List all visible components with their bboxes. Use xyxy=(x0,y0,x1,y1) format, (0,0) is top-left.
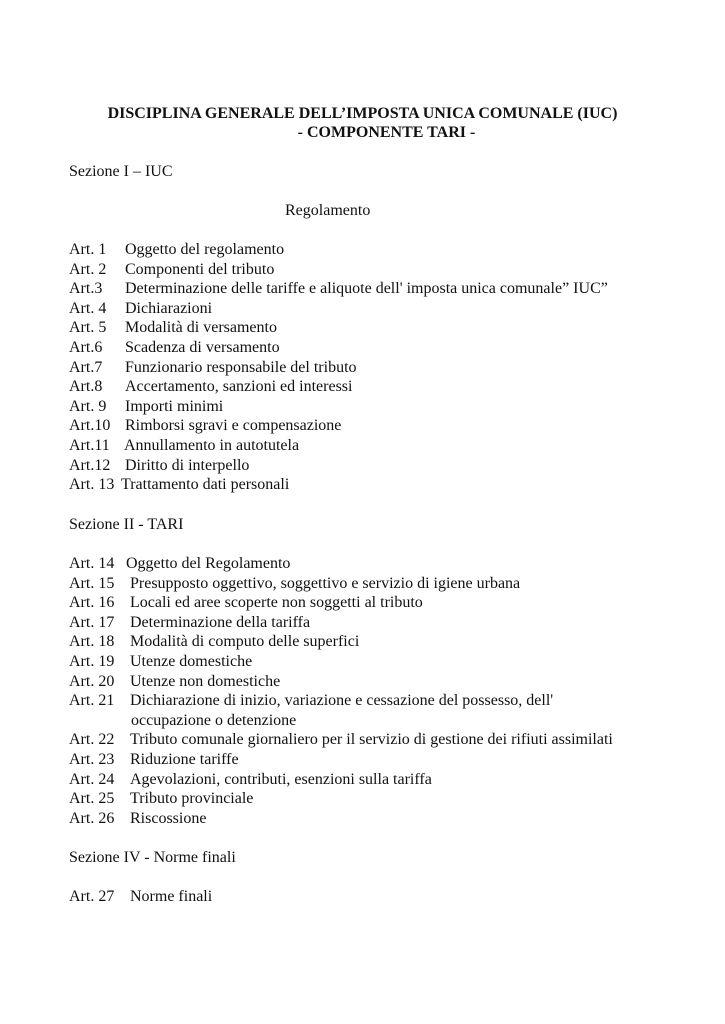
article-title: Modalità di computo delle superfici xyxy=(130,633,360,651)
article-number: Art.3 xyxy=(69,280,103,298)
article-number: Art. 16 xyxy=(69,594,115,612)
article-number: Art. 24 xyxy=(69,770,115,788)
article-number: Art. 20 xyxy=(69,672,115,690)
article-number: Art. 15 xyxy=(69,574,115,592)
article-title: Presupposto oggettivo, soggettivo e servizio di igiene urbana xyxy=(130,574,521,592)
document-subtitle: - COMPONENTE TARI - xyxy=(297,124,476,141)
section-heading-norme-finali: Sezione IV - Norme finali xyxy=(69,849,236,866)
article-title: Oggetto del regolamento xyxy=(125,241,285,258)
article-number: Art. 17 xyxy=(69,613,115,631)
article-title: Tributo provinciale xyxy=(130,790,254,808)
article-title: Utenze non domestiche xyxy=(130,672,281,690)
article-number: Art. 26 xyxy=(69,809,115,827)
article-title: Annullamento in autotutela xyxy=(124,436,300,454)
article-number: Art. 14 xyxy=(69,555,115,572)
article-title: Dichiarazioni xyxy=(125,299,213,317)
article-number: Art.12 xyxy=(69,456,111,474)
article-title: Utenze domestiche xyxy=(130,652,253,670)
article-title: Tributo comunale giornaliero per il servizio di gestione dei rifiuti assimilati xyxy=(130,731,613,749)
article-number: Art. 4 xyxy=(69,299,107,317)
article-number: Art.6 xyxy=(69,338,103,356)
article-number: Art.10 xyxy=(69,417,111,435)
article-title: Norme finali xyxy=(130,888,213,905)
article-number: Art.7 xyxy=(69,358,103,376)
article-title: Modalità di versamento xyxy=(125,319,277,337)
article-title: Determinazione della tariffa xyxy=(130,613,311,631)
section-heading-iuc: Sezione I – IUC xyxy=(69,163,173,180)
article-number: Art.8 xyxy=(69,378,103,396)
article-title: Importi minimi xyxy=(125,397,224,415)
article-title: Accertamento, sanzioni ed interessi xyxy=(125,378,353,396)
article-number: Art. 21 xyxy=(69,692,115,710)
article-title: Dichiarazione di inizio, variazione e cessazione del possesso, dell' xyxy=(130,692,554,710)
regolamento-heading: Regolamento xyxy=(285,202,371,219)
article-number: Art. 22 xyxy=(69,731,115,749)
article-number: Art. 25 xyxy=(69,790,115,808)
article-number: Art. 9 xyxy=(69,397,107,415)
article-number: Art. 13 xyxy=(69,476,115,494)
article-number: Art. 2 xyxy=(69,260,107,278)
section-heading-tari: Sezione II - TARI xyxy=(69,516,184,533)
article-title: Rimborsi sgravi e compensazione xyxy=(125,417,342,435)
article-title-continuation: occupazione o detenzione xyxy=(131,711,297,729)
article-number: Art. 18 xyxy=(69,633,115,651)
article-number: Art. 5 xyxy=(69,319,107,337)
article-title: Riscossione xyxy=(130,809,207,827)
article-number: Art. 19 xyxy=(69,652,115,670)
article-title: Agevolazioni, contributi, esenzioni sulla tariffa xyxy=(130,770,432,788)
article-title: Determinazione delle tariffe e aliquote dell' imposta unica comunale” IUC” xyxy=(125,280,608,298)
article-title: Oggetto del Regolamento xyxy=(126,555,291,572)
article-title: Locali ed aree scoperte non soggetti al tributo xyxy=(130,594,423,612)
article-title: Diritto di interpello xyxy=(125,456,250,474)
article-number: Art. 23 xyxy=(69,750,115,768)
article-title: Scadenza di versamento xyxy=(125,338,280,356)
article-number: Art. 1 xyxy=(69,241,107,258)
article-title: Componenti del tributo xyxy=(125,260,275,278)
article-number: Art.11 xyxy=(69,436,110,454)
document-title: DISCIPLINA GENERALE DELL’IMPOSTA UNICA COMUNALE (IUC) xyxy=(107,105,618,122)
article-title: Funzionario responsabile del tributo xyxy=(125,358,357,376)
article-title: Trattamento dati personali xyxy=(121,476,290,494)
article-number: Art. 27 xyxy=(69,888,115,905)
article-title: Riduzione tariffe xyxy=(130,750,239,768)
